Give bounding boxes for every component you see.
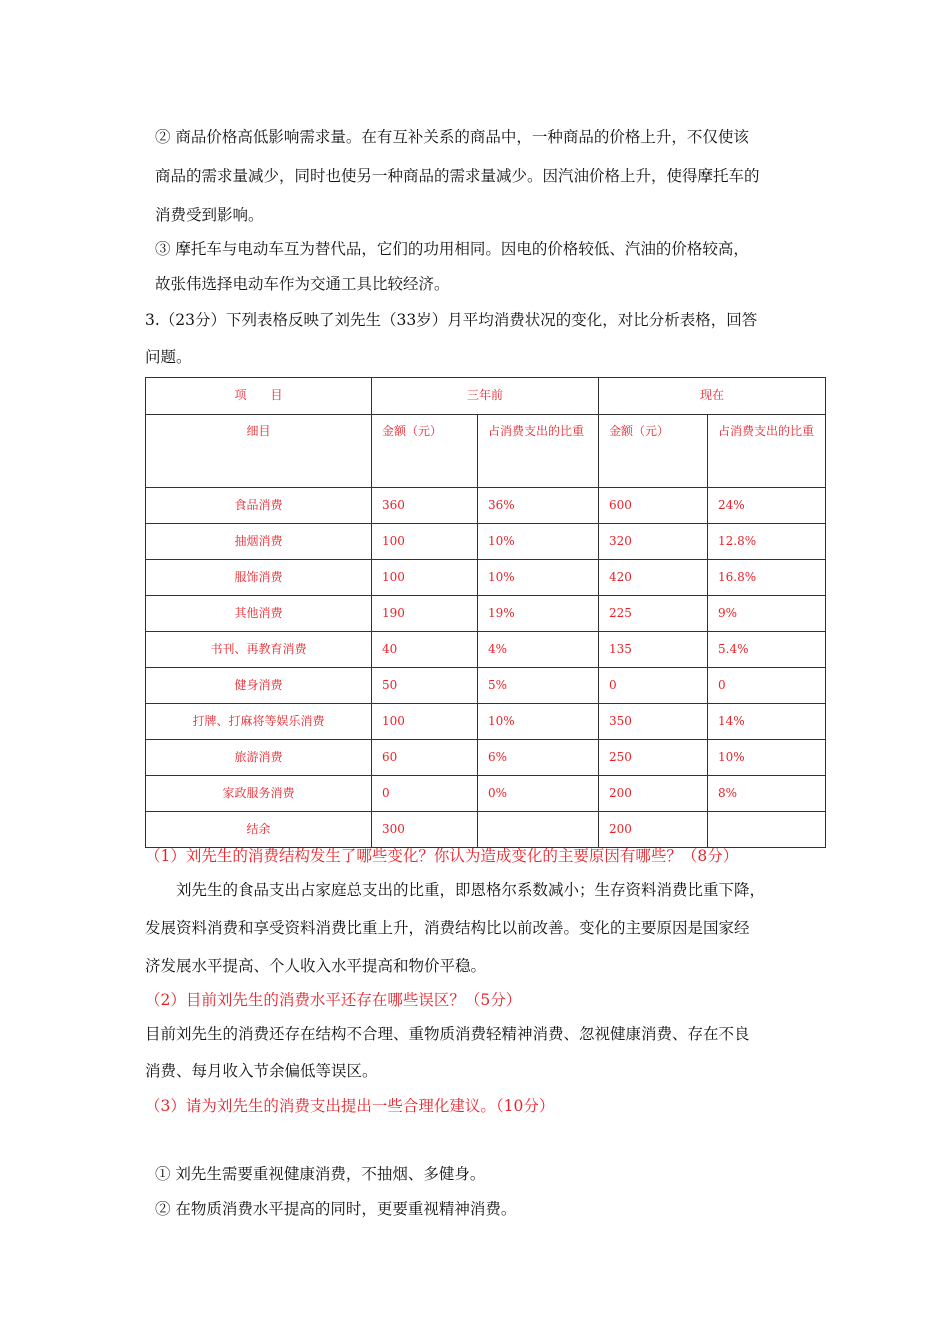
consumption-table — [145, 377, 826, 848]
table-row: 服饰消费 100 10% 420 16.8% — [146, 560, 826, 596]
answer-1-line-1: 刘先生的食品支出占家庭总支出的比重，即恩格尔系数减小；生存资料消费比重下降， — [176, 881, 766, 899]
table-row: 结余 300 200 — [146, 812, 826, 848]
table-row: 打牌、打麻将等娱乐消费 100 10% 350 14% — [146, 704, 826, 740]
table-subheader-row — [146, 415, 826, 488]
answer-1-line-2: 发展资料消费和享受资料消费比重上升，消费结构比以前改善。变化的主要原因是国家经 — [145, 919, 750, 937]
answer-3-line-1: ① 刘先生需要重视健康消费，不抽烟、多健身。 — [155, 1165, 486, 1183]
table-row: 抽烟消费 100 10% 320 12.8% — [146, 524, 826, 560]
answer-2-line-1: 目前刘先生的消费还存在结构不合理、重物质消费轻精神消费、忽视健康消费、存在不良 — [145, 1025, 750, 1043]
question-2: （2）目前刘先生的消费水平还存在哪些误区？（5分） — [145, 991, 522, 1009]
intro-paragraph-2-line-1: ② 商品价格高低影响需求量。在有互补关系的商品中，一种商品的价格上升，不仅使该 — [155, 128, 749, 146]
answer-1-line-3: 济发展水平提高、个人收入水平提高和物价平稳。 — [145, 957, 487, 975]
question-1: （1）刘先生的消费结构发生了哪些变化？你认为造成变化的主要原因有哪些？（8分） — [145, 847, 739, 865]
header-now: 现在 — [599, 378, 826, 415]
intro-paragraph-2-line-3: 消费受到影响。 — [155, 206, 264, 224]
intro-paragraph-3-line-2: 故张伟选择电动车作为交通工具比较经济。 — [155, 275, 450, 293]
table-row: 书刊、再教育消费 40 4% 135 5.4% — [146, 632, 826, 668]
intro-paragraph-2-line-2: 商品的需求量减少，同时也使另一种商品的需求量减少。因汽油价格上升，使得摩托车的 — [155, 167, 760, 185]
subheader-share-before: 占消费支出的比重 — [478, 415, 599, 488]
table-row: 健身消费 50 5% 0 0 — [146, 668, 826, 704]
subheader-item: 细目 — [146, 415, 372, 488]
table-row: 其他消费 190 19% 225 9% — [146, 596, 826, 632]
question-3-line-2: 问题。 — [145, 348, 192, 366]
question-3-line-1: 3.（23分）下列表格反映了刘先生（33岁）月平均消费状况的变化，对比分析表格，回答 — [145, 311, 758, 329]
subheader-share-now: 占消费支出的比重 — [708, 415, 826, 488]
table-header-row — [146, 378, 826, 415]
answer-3-line-2: ② 在物质消费水平提高的同时，更要重视精神消费。 — [155, 1200, 517, 1218]
intro-paragraph-3-line-1: ③ 摩托车与电动车互为替代品，它们的功用相同。因电的价格较低、汽油的价格较高， — [155, 240, 749, 258]
subheader-amount-now: 金额（元） — [599, 415, 708, 488]
question-3: （3）请为刘先生的消费支出提出一些合理化建议。（10分） — [145, 1097, 555, 1115]
table-row: 家政服务消费 0 0% 200 8% — [146, 776, 826, 812]
table-row: 食品消费 360 36% 600 24% — [146, 488, 826, 524]
header-three-years-ago: 三年前 — [372, 378, 599, 415]
header-item: 项 目 — [146, 378, 372, 415]
subheader-amount-before: 金额（元） — [372, 415, 478, 488]
table-row: 旅游消费 60 6% 250 10% — [146, 740, 826, 776]
answer-2-line-2: 消费、每月收入节余偏低等误区。 — [145, 1062, 378, 1080]
